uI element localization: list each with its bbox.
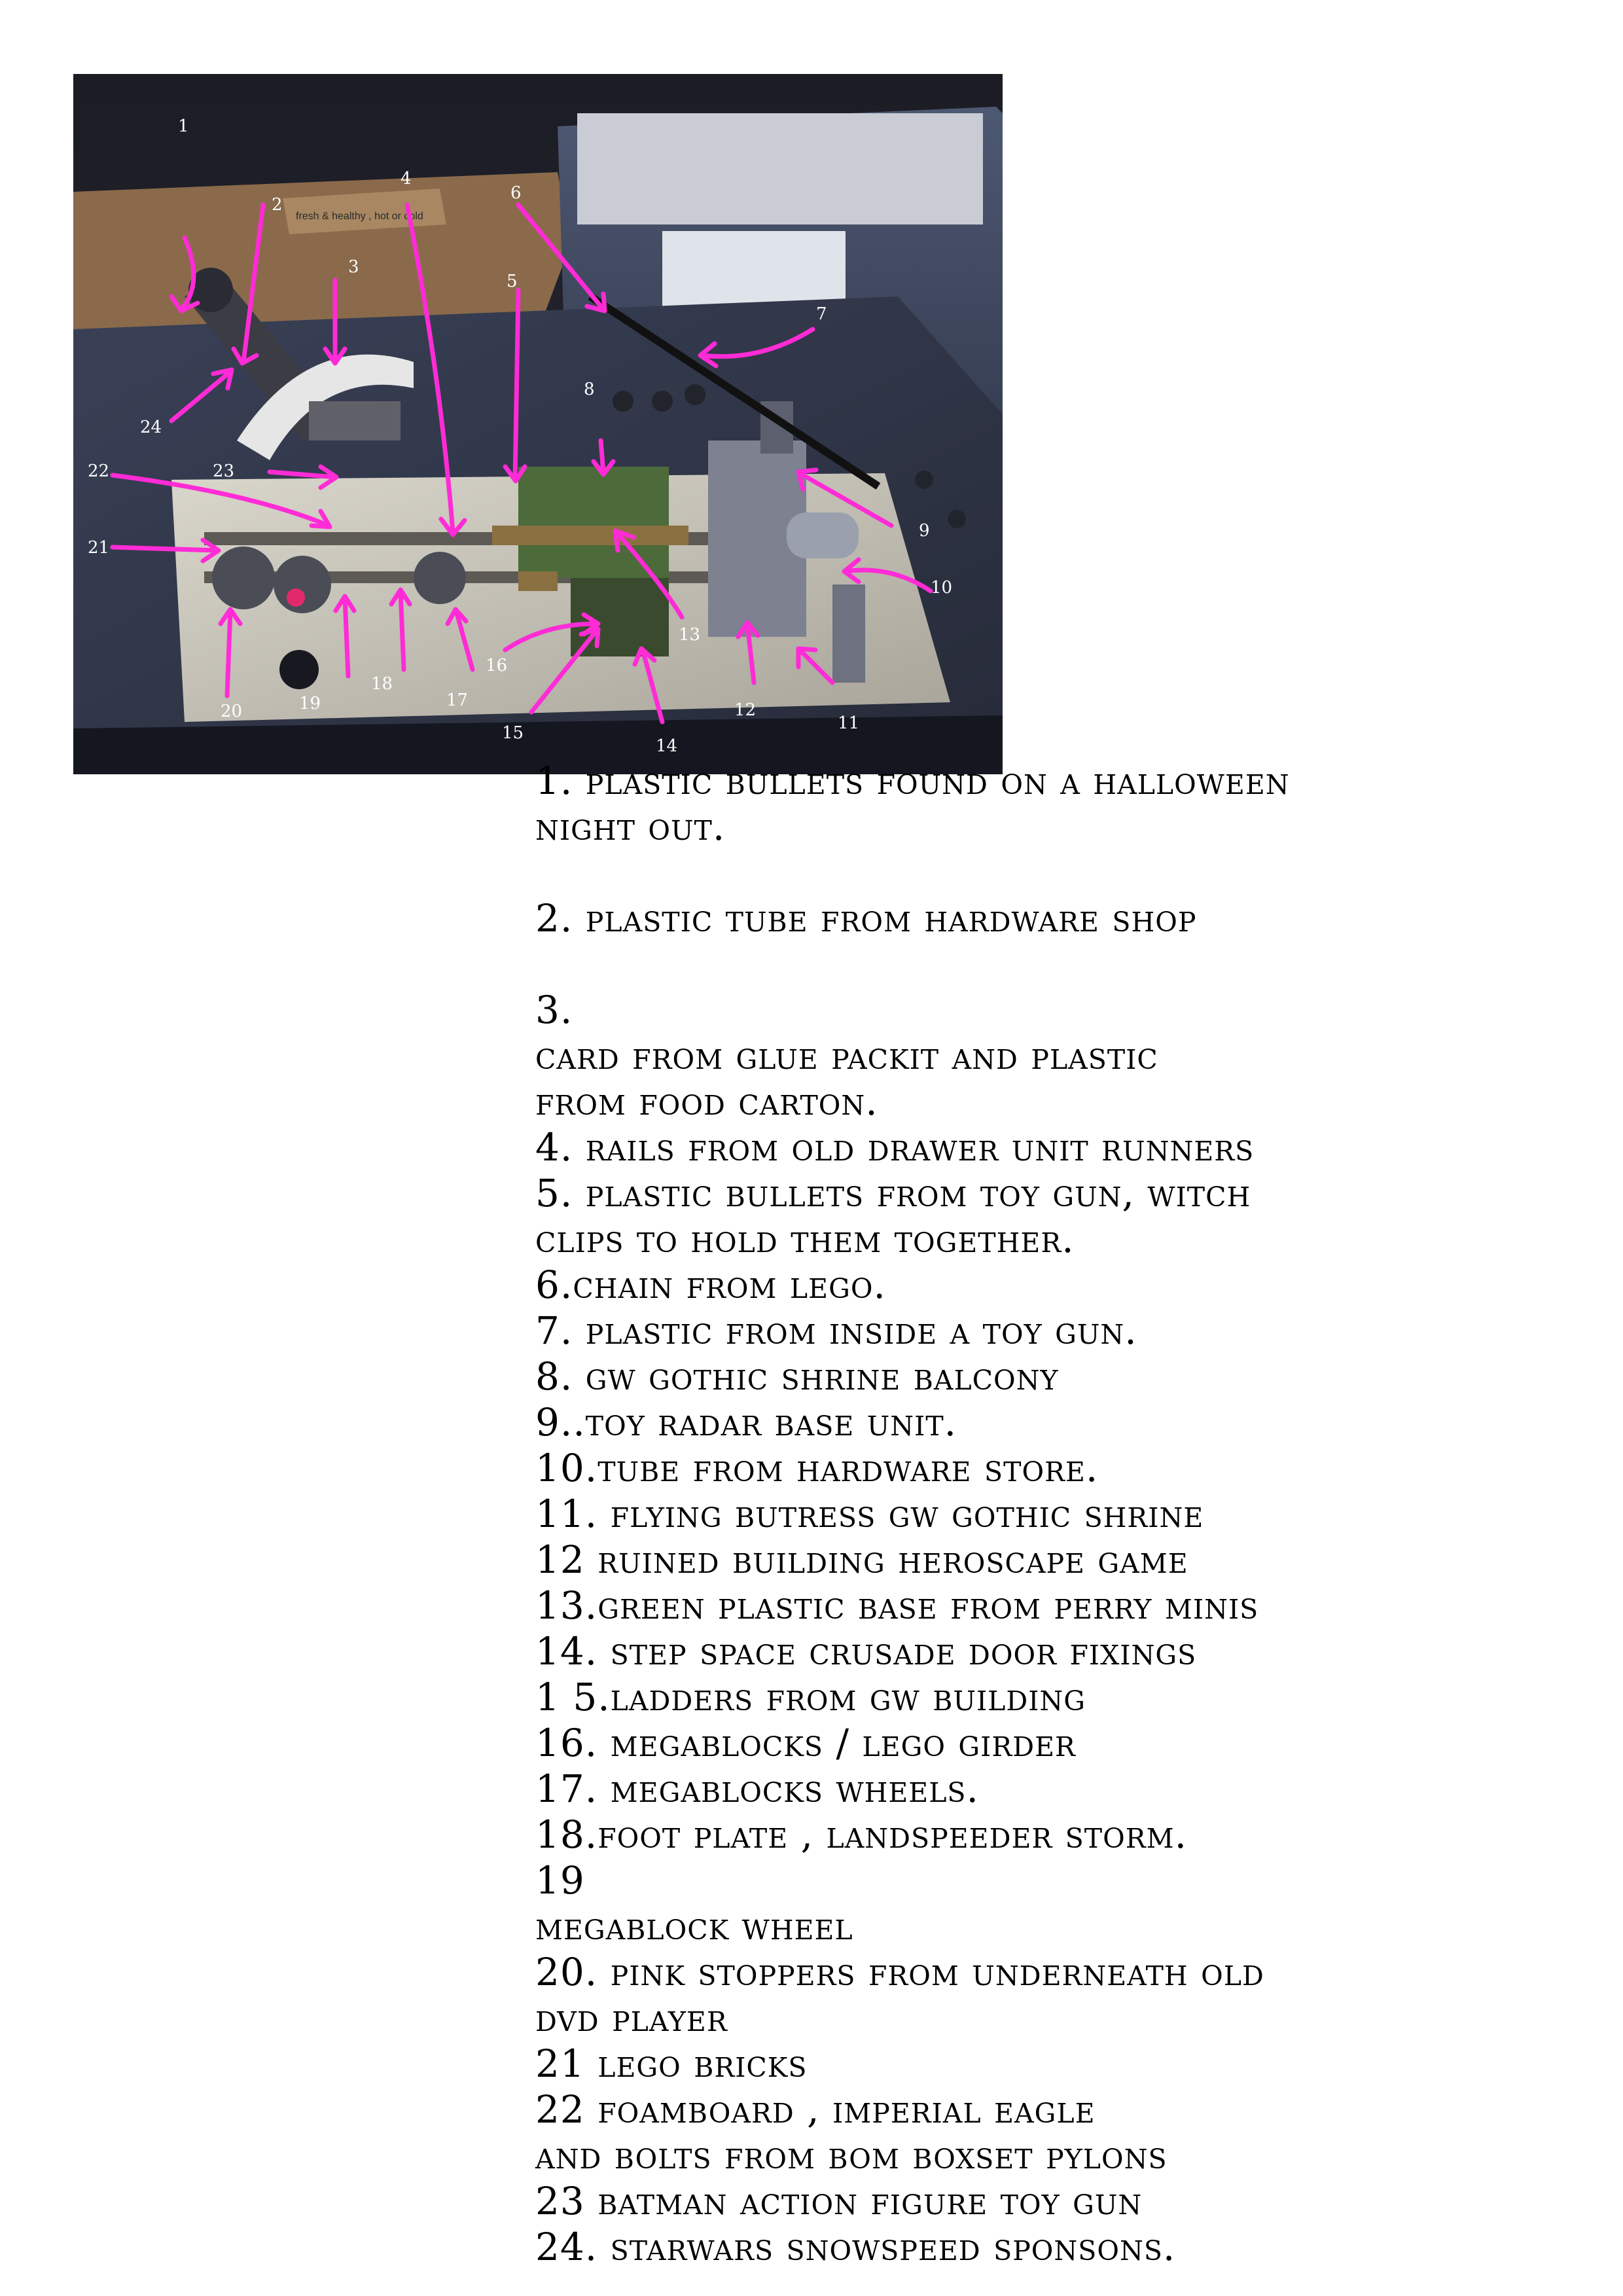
shield-plate xyxy=(309,401,401,440)
callout-6: 6 xyxy=(510,183,522,203)
parts-line: 20. pink stoppers from underneath old xyxy=(535,1950,1264,1994)
green-block xyxy=(518,467,669,578)
callout-21: 21 xyxy=(88,538,110,558)
callout-1: 1 xyxy=(178,117,189,136)
callout-4: 4 xyxy=(401,169,412,188)
parts-line: and bolts from bom boxset pylons xyxy=(535,2133,1168,2178)
parts-line: 8. gw gothic shrine balcony xyxy=(535,1354,1059,1399)
black-wheel xyxy=(279,650,319,689)
callout-5: 5 xyxy=(507,272,518,291)
parts-line: 4. rails from old drawer unit runners xyxy=(535,1125,1255,1170)
parts-line: 16. megablocks / lego girder xyxy=(535,1721,1076,1765)
parts-line: 7. plastic from inside a toy gun. xyxy=(535,1308,1137,1353)
mini-4 xyxy=(915,471,933,489)
parts-line: clips to hold them together. xyxy=(535,1217,1075,1261)
callout-19: 19 xyxy=(299,694,321,713)
parts-line: 2. plastic tube from hardware shop xyxy=(535,896,1197,941)
parts-line: from food carton. xyxy=(535,1079,878,1124)
parts-line: 18.foot plate , landspeeder storm. xyxy=(535,1812,1188,1857)
callout-9: 9 xyxy=(919,521,930,541)
callout-3: 3 xyxy=(348,257,359,277)
terrain-photo xyxy=(73,74,1003,774)
pink-stopper xyxy=(287,588,305,607)
callout-13: 13 xyxy=(679,625,701,645)
parts-line: night out. xyxy=(535,804,726,849)
parts-line: 11. flying butress gw gothic shrine xyxy=(535,1492,1204,1536)
callout-24: 24 xyxy=(140,418,162,437)
callout-16: 16 xyxy=(486,656,508,675)
terrain-photo-svg xyxy=(73,74,1003,774)
callout-22: 22 xyxy=(88,461,110,481)
bullet-row xyxy=(492,526,688,545)
box-top-white xyxy=(577,113,983,224)
parts-line: 1. plastic bullets found on a halloween xyxy=(535,759,1290,803)
mini-3 xyxy=(685,384,705,405)
mini-5 xyxy=(948,510,966,528)
callout-8: 8 xyxy=(584,380,595,399)
callout-7: 7 xyxy=(816,304,827,324)
parts-line: 6.chain from lego. xyxy=(535,1263,886,1307)
parts-line: megablock wheel xyxy=(535,1904,853,1948)
parts-line: 9..toy radar base unit. xyxy=(535,1400,957,1444)
blank-line xyxy=(535,941,1609,987)
callout-18: 18 xyxy=(371,674,393,694)
box-print: fresh & healthy , hot or cold xyxy=(296,211,423,222)
parts-line: 22 foamboard , imperial eagle xyxy=(535,2087,1096,2132)
parts-line: 24. starwars snowspeed sponsons. xyxy=(535,2225,1176,2269)
callout-10: 10 xyxy=(931,578,953,598)
parts-line: 14. step space crusade door fixings xyxy=(535,1629,1197,1674)
parts-line: 13.green plastic base from perry minis xyxy=(535,1583,1259,1628)
callout-15: 15 xyxy=(502,723,524,743)
parts-line: 19 xyxy=(535,1858,585,1903)
bullet-cluster xyxy=(518,571,558,591)
parts-line: 3. xyxy=(535,988,573,1032)
mini-1 xyxy=(613,391,633,412)
butress xyxy=(832,584,865,683)
wheel-20 xyxy=(274,556,331,613)
parts-line: card from glue packit and plastic xyxy=(535,1033,1158,1078)
parts-line: 17. megablocks wheels. xyxy=(535,1767,979,1811)
wheel-17 xyxy=(414,552,466,604)
parts-line: 5. plastic bullets from toy gun, witch xyxy=(535,1171,1251,1215)
parts-line: 23 batman action figure toy gun xyxy=(535,2179,1143,2223)
parts-line: 12 ruined building heroscape game xyxy=(535,1537,1188,1582)
callout-14: 14 xyxy=(656,736,678,756)
callout-2: 2 xyxy=(272,195,283,215)
parts-line: dvd player xyxy=(535,1996,728,2040)
callout-20: 20 xyxy=(221,702,243,721)
parts-line: 10.tube from hardware store. xyxy=(535,1446,1099,1490)
callout-17: 17 xyxy=(446,691,469,710)
radar-tube xyxy=(787,512,859,558)
blank-line xyxy=(535,850,1609,895)
box-sticker xyxy=(662,231,846,310)
callout-12: 12 xyxy=(734,700,757,720)
callout-23: 23 xyxy=(213,461,235,481)
callout-11: 11 xyxy=(838,713,860,733)
parts-line: 21 lego bricks xyxy=(535,2041,808,2086)
parts-line: 1 5.ladders from gw building xyxy=(535,1675,1086,1719)
mini-2 xyxy=(652,391,673,412)
parts-list xyxy=(535,758,1609,2270)
wheel-21 xyxy=(212,547,275,609)
